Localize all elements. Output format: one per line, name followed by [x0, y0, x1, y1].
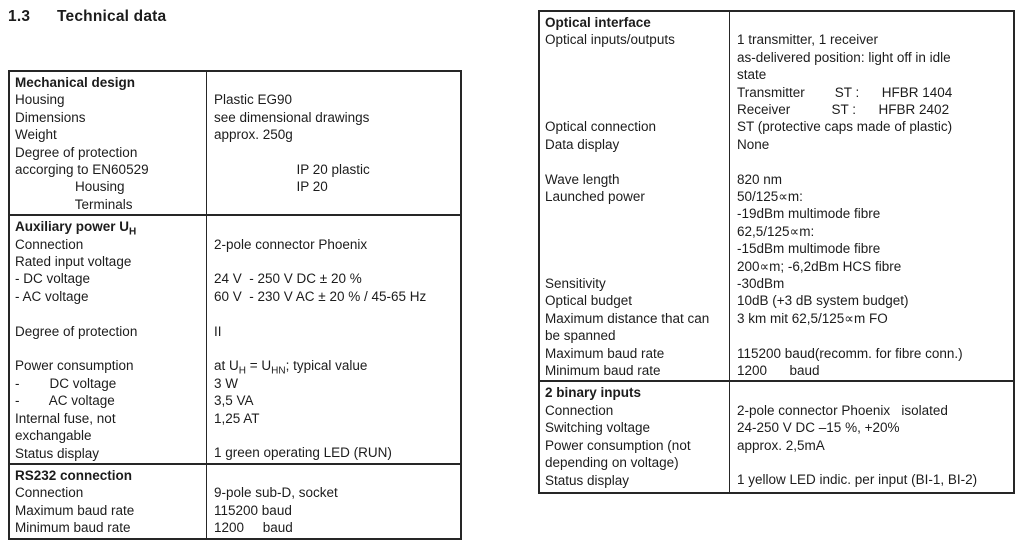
- spec-label: Power consumption (not: [545, 437, 691, 453]
- spec-label: [545, 66, 725, 83]
- spec-value: [214, 467, 456, 484]
- spec-value: 3 km mit 62,5/125∝m FO: [737, 310, 888, 326]
- spec-value: ST (protective caps made of plastic): [737, 119, 953, 135]
- spec-label: - DC voltage: [15, 375, 117, 391]
- spec-label: [15, 340, 202, 357]
- spec-label: - DC voltage: [15, 271, 91, 287]
- spec-value: 1 green operating LED (RUN): [214, 445, 392, 461]
- spec-label: Maximum distance that can: [545, 310, 710, 326]
- spec-label: accorging to EN60529: [15, 162, 149, 178]
- spec-label: Housing: [15, 179, 125, 195]
- technical-data-table-right: [538, 10, 1015, 494]
- section-number: 1.3: [8, 8, 31, 25]
- label-column: [10, 216, 207, 463]
- page-title: Technical data: [57, 8, 167, 25]
- spec-label: Degree of protection: [15, 323, 138, 339]
- spec-value: [214, 253, 456, 270]
- spec-label: Status display: [545, 472, 630, 488]
- spec-value: [214, 218, 456, 235]
- spec-value: IP 20 plastic: [214, 162, 370, 177]
- spec-label: [545, 240, 725, 257]
- spec-label: be spanned: [545, 328, 616, 344]
- spec-value: [737, 153, 1009, 170]
- spec-value: [214, 74, 456, 91]
- spec-label: [545, 223, 725, 240]
- spec-label: Weight: [15, 127, 57, 143]
- spec-value: [737, 14, 1009, 31]
- table-section: [10, 214, 460, 463]
- spec-label: Connection: [545, 402, 614, 418]
- spec-value: 1,25 AT: [214, 410, 260, 426]
- spec-value: 1 yellow LED indic. per input (BI-1, BI-2): [737, 472, 978, 488]
- spec-value: [737, 454, 1009, 471]
- spec-label: Internal fuse, not: [15, 410, 116, 426]
- spec-value: II: [214, 323, 222, 339]
- technical-data-table-left: [8, 70, 462, 540]
- spec-value: 3 W: [214, 375, 239, 391]
- value-column: [730, 12, 1013, 380]
- spec-label: Data display: [545, 136, 620, 152]
- spec-value: Transmitter ST : HFBR 1404: [737, 84, 953, 100]
- spec-label: Housing: [15, 92, 65, 108]
- spec-label: Dimensions: [15, 109, 86, 125]
- spec-label: Launched power: [545, 188, 645, 204]
- spec-value: -19dBm multimode fibre: [737, 206, 881, 222]
- spec-value: [214, 305, 456, 322]
- spec-value: [214, 144, 456, 161]
- spec-label: Minimum baud rate: [545, 362, 661, 378]
- spec-value: as-delivered position: light off in idle: [737, 49, 951, 65]
- spec-label: Maximum baud rate: [545, 345, 665, 361]
- spec-label: Connection: [15, 236, 84, 252]
- spec-value: IP 20: [214, 179, 328, 195]
- spec-label: [545, 101, 725, 118]
- table-section: [10, 463, 460, 538]
- table-section: [540, 380, 1013, 492]
- spec-value: [737, 384, 1009, 401]
- spec-value: 50/125∝m:: [737, 189, 803, 205]
- spec-label: Maximum baud rate: [15, 502, 135, 518]
- spec-value: approx. 250g: [214, 127, 293, 143]
- label-column: [10, 465, 207, 538]
- spec-label: Optical inputs/outputs: [545, 32, 675, 48]
- section-title: RS232 connection: [15, 467, 133, 483]
- spec-label: [15, 305, 202, 322]
- spec-value: [214, 427, 456, 444]
- value-column: [207, 216, 460, 463]
- spec-value: 62,5/125∝m:: [737, 223, 815, 239]
- spec-label: [545, 258, 725, 275]
- spec-value: see dimensional drawings: [214, 109, 370, 125]
- table-section: [540, 12, 1013, 380]
- spec-value: -15dBm multimode fibre: [737, 241, 881, 257]
- spec-value: 60 V - 230 V AC ± 20 % / 45-65 Hz: [214, 288, 427, 304]
- spec-value: 10dB (+3 dB system budget): [737, 293, 909, 309]
- spec-value: 1 transmitter, 1 receiver: [737, 32, 879, 48]
- spec-value: None: [737, 136, 770, 152]
- spec-label: depending on voltage): [545, 455, 679, 471]
- table-section: [10, 72, 460, 214]
- spec-label: exchangable: [15, 428, 92, 444]
- spec-label: Terminals: [15, 196, 133, 212]
- spec-label: Sensitivity: [545, 275, 606, 291]
- spec-label: - AC voltage: [15, 288, 89, 304]
- spec-value: at $U_H = U_{HN}$; typical value: [214, 358, 368, 378]
- spec-value: 24 V - 250 V DC ± 20 %: [214, 271, 362, 287]
- section-heading: [8, 8, 166, 26]
- spec-value: 9-pole sub-D, socket: [214, 485, 338, 501]
- section-title: Auxiliary power $U_H$: [15, 219, 137, 238]
- spec-value: Plastic EG90: [214, 92, 293, 108]
- spec-value: approx. 2,5mA: [737, 437, 825, 453]
- spec-label: Optical budget: [545, 293, 633, 309]
- spec-value: [214, 196, 456, 213]
- spec-value: 2-pole connector Phoenix isolated: [737, 402, 948, 418]
- spec-value: state: [737, 67, 767, 83]
- value-column: [207, 72, 460, 214]
- spec-value: 2-pole connector Phoenix: [214, 236, 368, 252]
- spec-value: 200∝m; -6,2dBm HCS fibre: [737, 258, 902, 274]
- spec-label: Switching voltage: [545, 420, 651, 436]
- value-column: [207, 465, 460, 538]
- spec-label: [545, 49, 725, 66]
- label-column: [540, 12, 730, 380]
- spec-label: Degree of protection: [15, 144, 138, 160]
- spec-value: 115200 baud: [214, 502, 292, 518]
- value-column: [730, 382, 1013, 492]
- spec-label: Optical connection: [545, 119, 657, 135]
- spec-label: - AC voltage: [15, 393, 115, 409]
- spec-value: 3,5 VA: [214, 393, 254, 409]
- spec-value: 24-250 V DC –15 %, +20%: [737, 420, 900, 436]
- spec-value: 1200 baud: [214, 520, 293, 536]
- spec-value: 115200 baud(recomm. for fibre conn.): [737, 345, 963, 361]
- spec-label: [545, 153, 725, 170]
- label-column: [540, 382, 730, 492]
- spec-label: Connection: [15, 485, 84, 501]
- section-title: Optical interface: [545, 15, 651, 30]
- spec-label: Minimum baud rate: [15, 520, 131, 536]
- spec-value: Receiver ST : HFBR 2402: [737, 102, 950, 118]
- spec-label: Status display: [15, 445, 100, 461]
- spec-label: Wave length: [545, 171, 620, 187]
- section-title: 2 binary inputs: [545, 385, 642, 401]
- spec-value: [737, 327, 1009, 344]
- spec-label: Power consumption: [15, 358, 134, 374]
- spec-value: 820 nm: [737, 171, 783, 187]
- spec-label: [545, 205, 725, 222]
- spec-label: [545, 84, 725, 101]
- spec-value: [214, 340, 456, 357]
- spec-value: -30dBm: [737, 276, 785, 292]
- spec-value: 1200 baud: [737, 363, 820, 379]
- label-column: [10, 72, 207, 214]
- section-title: Mechanical design: [15, 75, 136, 90]
- spec-label: Rated input voltage: [15, 254, 132, 270]
